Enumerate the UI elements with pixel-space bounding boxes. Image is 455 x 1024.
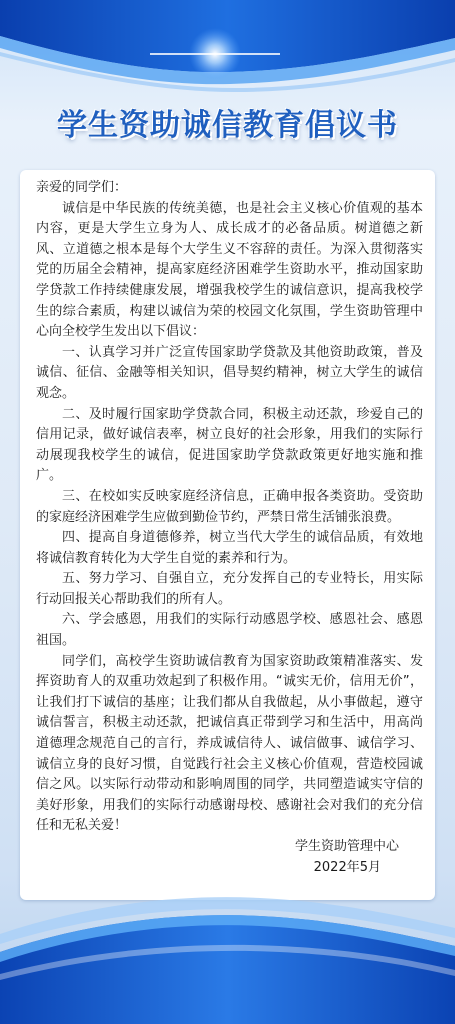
bottom-decoration <box>0 864 455 1024</box>
paragraph-item-6: 六、学会感恩，用我们的实际行动感恩学校、感恩社会、感恩祖国。 <box>36 612 423 649</box>
letter-card <box>20 170 435 900</box>
paragraph-closing: 同学们，高校学生资助诚信教育为国家资助政策精准落实、发挥资助育人的双重功效起到了积极作用。“诚实无价，信用无价”，让我们打下诚信的基座；让我们都从自我做起，从小事做起，遵守诚信誓言，积极主动还款，把诚信真正带到学习和生活中，用高尚道德理念规范自己的言行，养成诚信待人、诚信做事、诚信学习、诚信立身的良好习惯，自觉践行社会主义核心价值观，营造校园诚信之风。以实际行动带动和影响周围的同学，共同塑造诚实守信的美好形象，用我们的实际行动感谢母校、感谢社会对我们的充分信任和无私关爱！ <box>36 653 423 834</box>
greeting: 亲爱的同学们： <box>36 180 128 195</box>
paragraph-item-2: 二、及时履行国家助学贷款合同，积极主动还款，珍爱自己的信用记录，做好诚信表率，树立良好的社会形象，用我们的实际行动展现我校学生的诚信，促进国家助学贷款政策更好地实施和推广。 <box>36 406 423 484</box>
paragraph-item-1: 一、认真学习并广泛宣传国家助学贷款及其他资助政策，普及诚信、征信、金融等相关知识，倡导契约精神，树立大学生的诚信观念。 <box>36 344 423 401</box>
page-title: 学生资助诚信教育倡议书 <box>57 108 398 143</box>
letter-body <box>36 178 423 878</box>
paragraph-item-3: 三、在校如实反映家庭经济信息，正确申报各类资助。受资助的家庭经济困难学生应做到勤俭节约，严禁日常生活铺张浪费。 <box>36 488 423 525</box>
paragraph-intro: 诚信是中华民族的传统美德，也是社会主义核心价值观的基本内容，更是大学生立身为人、成长成才的必备品质。树道德之新风、立道德之根本是每个大学生义不容辞的责任。为深入贯彻落实党的历届全会精神，提高家庭经济困难学生资助水平，推动国家助学贷款工作持续健康发展，增强我校学生的诚信意识，提高我校学生的综合素质，构建以诚信为荣的校园文化氛围，学生资助管理中心向全校学生发出以下倡议： <box>36 200 423 340</box>
date: 2022年5月 <box>313 859 381 875</box>
signature: 学生资助管理中心 <box>294 839 399 854</box>
paragraph-item-5: 五、努力学习、自强自立，充分发挥自己的专业特长，用实际行动回报关心帮助我们的所有人。 <box>36 571 423 607</box>
top-decoration <box>0 0 455 95</box>
paragraph-item-4: 四、提高自身道德修养，树立当代大学生的诚信品质，有效地将诚信教育转化为大学生自觉的素养和行为。 <box>36 530 423 566</box>
